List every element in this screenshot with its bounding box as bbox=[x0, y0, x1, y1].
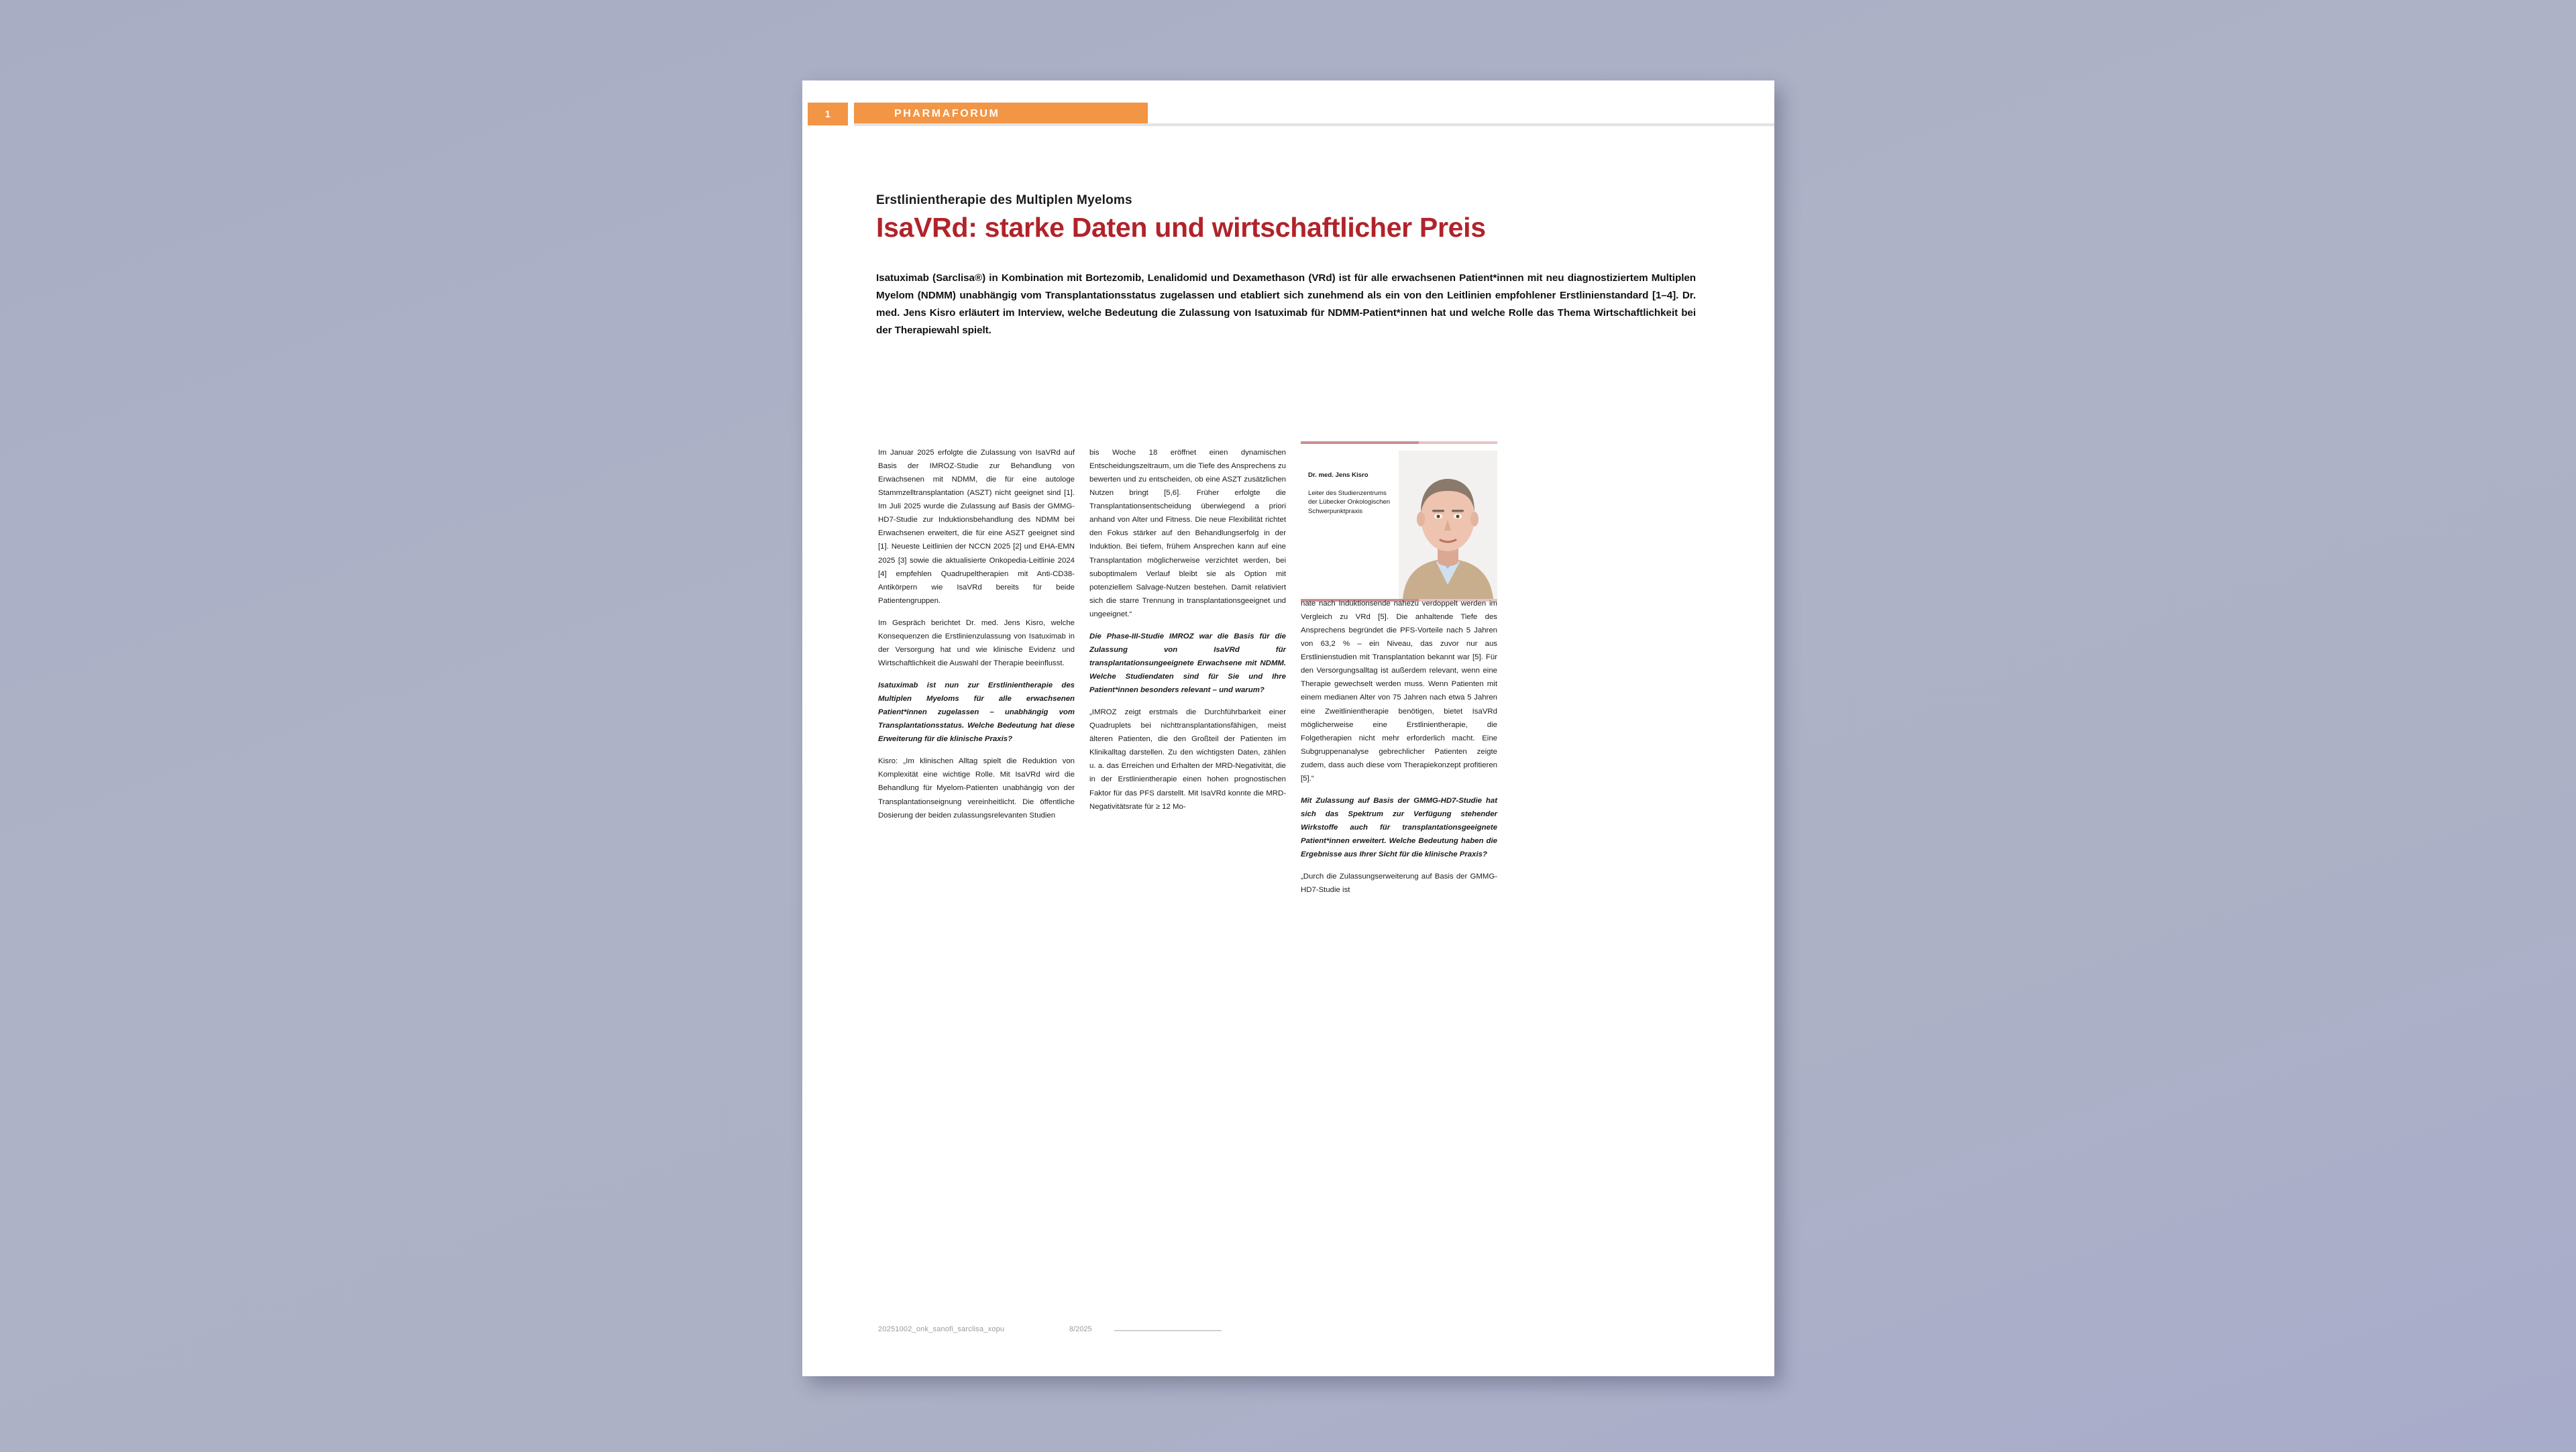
body-column-2 bbox=[1089, 446, 1286, 1301]
paragraph: Im Gespräch berichtet Dr. med. Jens Kisro, welche Konsequenzen die Erstlinienzulassung von Isatuximab in der Versorgung hat und wie klinische Evidenz und Wirtschaftlichkeit die Auswahl der Therapie beeinflusst. bbox=[878, 618, 1075, 667]
paragraph: bis Woche 18 eröffnet einen dynamischen Entscheidungszeitraum, um die Tiefe des Ansprechens zu bewerten und zu entscheiden, ob eine ASZT zusätzlichen Nutzen bringt [5,6]. Früher erfolgte die Transplantationsentscheidung überwiegend a priori anhand von Alter und Fitness. Die neue Flexibilität richtet den Fokus stärker auf den Behandlungserfolg in der Induktion. Bei tiefem, frühem Ansprechen kann auf eine Transplantation möglicherweise verzichtet werden, bei suboptimalem Verlauf bleibt sie als Option mit potenziellem Salvage-Nutzen bestehen. Damit relativiert sich die starre Trennung in transplantationsgeeignet und ungeeignet.“ bbox=[1089, 449, 1286, 618]
body-column-1 bbox=[878, 446, 1075, 1301]
page-footer bbox=[878, 1325, 1699, 1336]
portrait-name: Dr. med. Jens Kisro bbox=[1308, 471, 1368, 479]
article-kicker: Erstlinientherapie des Multiplen Myeloms bbox=[876, 193, 1132, 207]
page-number-badge: 1 bbox=[808, 103, 848, 125]
portrait-role: Leiter des Studienzentrums der Lübecker Onkologischen Schwerpunktpraxis bbox=[1308, 489, 1391, 515]
paragraph: nate nach Induktionsende nahezu verdoppelt werden im Vergleich zu VRd [5]. Die anhaltende Tiefe des Ansprechens begründet die PFS-Vorteile nach 5 Jahren von 63,2 % – ein Niveau, das zuvor nur aus Erstlinienstudien mit Transplantation bekannt war [5]. Für den Versorgungsalltag ist außerdem relevant, wenn eine Therapie gewechselt werden muss. Wenn Patienten mit einem medianen Alter von 75 Jahren nach etwa 5 Jahren eine Zweitlinientherapie benötigen, bietet IsaVRd möglicherweise eine Erstlinientherapie, die Folgetherapien nicht mehr erforderlich macht. Eine Subgruppenanalyse gebrechlicher Patienten zeigte zudem, dass auch diese vom Therapiekonzept profitieren [5].“ bbox=[1301, 600, 1497, 783]
interview-question: Die Phase-III-Studie IMROZ war die Basis für die Zulassung von IsaVRd für transplantationsungeeignete Erwachsene mit NDMM. Welche Studiendaten sind für Sie und Ihre Patient*innen besonders relevant – und warum? bbox=[1089, 632, 1286, 695]
page-header bbox=[802, 103, 1774, 125]
footer-issue: 8/2025 bbox=[1069, 1325, 1092, 1333]
paragraph: Kisro: „Im klinischen Alltag spielt die Reduktion von Komplexität eine wichtige Rolle. Mit IsaVRd wird die Behandlung für Myelom-Patienten unabhängig von der Transplantationseignung vereinheitlicht. Die öffentliche Dosierung der beiden zulassungsrelevanten Studien bbox=[878, 757, 1075, 820]
footer-divider bbox=[1114, 1330, 1222, 1331]
paragraph: Im Januar 2025 erfolgte die Zulassung von IsaVRd auf Basis der IMROZ-Studie zur Behandlung von Erwachsenen mit NDMM, die für eine autologe Stammzelltransplantation (ASZT) nicht geeignet sind [1]. Im Juli 2025 wurde die Zulassung auf Basis der GMMG-HD7-Studie zur Induktionsbehandlung des NDMM bei Erwachsenen erweitert, die für eine ASZT geeignet sind [1]. Neueste Leitlinien der NCCN 2025 [2] und EHA-EMN 2025 [3] sowie die aktualisierte Onkopedia-Leitlinie 2024 [4] empfehlen Quadrupeltherapien mit Anti-CD38-Antikörpern wie IsaVRd bereits für beide Patientengruppen. bbox=[878, 449, 1075, 605]
article-intro: Isatuximab (Sarclisa®) in Kombination mit Bortezomib, Lenalidomid und Dexamethason (VRd) ist für alle erwachsenen Patient*innen mit neu diagnostiziertem Multiplen Myelom (NDMM) unabhängig vom Transplantationsstatus zugelassen und etabliert sich zunehmend als ein von den Leitlinien empfohlener Erstlinienstandard [1–4]. Dr. med. Jens Kisro erläutert im Interview, welche Bedeutung die Zulassung von Isatuximab für NDMM-Patient*innen hat und welche Rolle das Thema Wirtschaftlichkeit bei der Therapiewahl spielt. bbox=[876, 272, 1696, 337]
portrait-photo bbox=[1399, 451, 1497, 599]
portrait-rule-top bbox=[1301, 441, 1497, 444]
footer-reference: 20251002_onk_sanofi_sarclisa_xopu bbox=[878, 1325, 1005, 1333]
document-page bbox=[802, 80, 1774, 1376]
paragraph: „IMROZ zeigt erstmals die Durchführbarkeit einer Quadruplets bei nichttransplantationsfähigen, meist älteren Patienten, die den Großteil der Patienten im Klinikalltag darstellen. Zu den wichtigsten Daten, zählen u. a. das Erreichen und Erhalten der MRD-Negativität, die in der Erstlinientherapie einen hohen prognostischen Faktor für das PFS darstellt. Mit IsaVRd konnte die MRD-Negativitätsrate für ≥ 12 Mo- bbox=[1089, 708, 1286, 811]
header-divider bbox=[854, 123, 1774, 126]
section-label: PHARMAFORUM bbox=[854, 103, 1148, 125]
portrait-caption bbox=[1308, 471, 1397, 516]
article-headline: IsaVRd: starke Daten und wirtschaftlicher Preis bbox=[876, 212, 1486, 243]
portrait-block bbox=[1301, 441, 1497, 605]
interview-question: Isatuximab ist nun zur Erstlinientherapie des Multiplen Myeloms für alle erwachsenen Patient*innen zugelassen – unabhängig vom Transplantationsstatus. Welche Bedeutung hat diese Erweiterung für die klinische Praxis? bbox=[878, 681, 1075, 744]
interview-question: Mit Zulassung auf Basis der GMMG-HD7-Studie hat sich das Spektrum zur Verfügung stehender Wirkstoffe auch für transplantationsgeeignete Patient*innen erweitert. Welche Bedeutung haben die Ergebnisse aus Ihrer Sicht für die klinische Praxis? bbox=[1301, 796, 1497, 859]
body-column-3 bbox=[1301, 597, 1497, 1301]
paragraph: „Durch die Zulassungserweiterung auf Basis der GMMG-HD7-Studie ist bbox=[1301, 873, 1497, 895]
